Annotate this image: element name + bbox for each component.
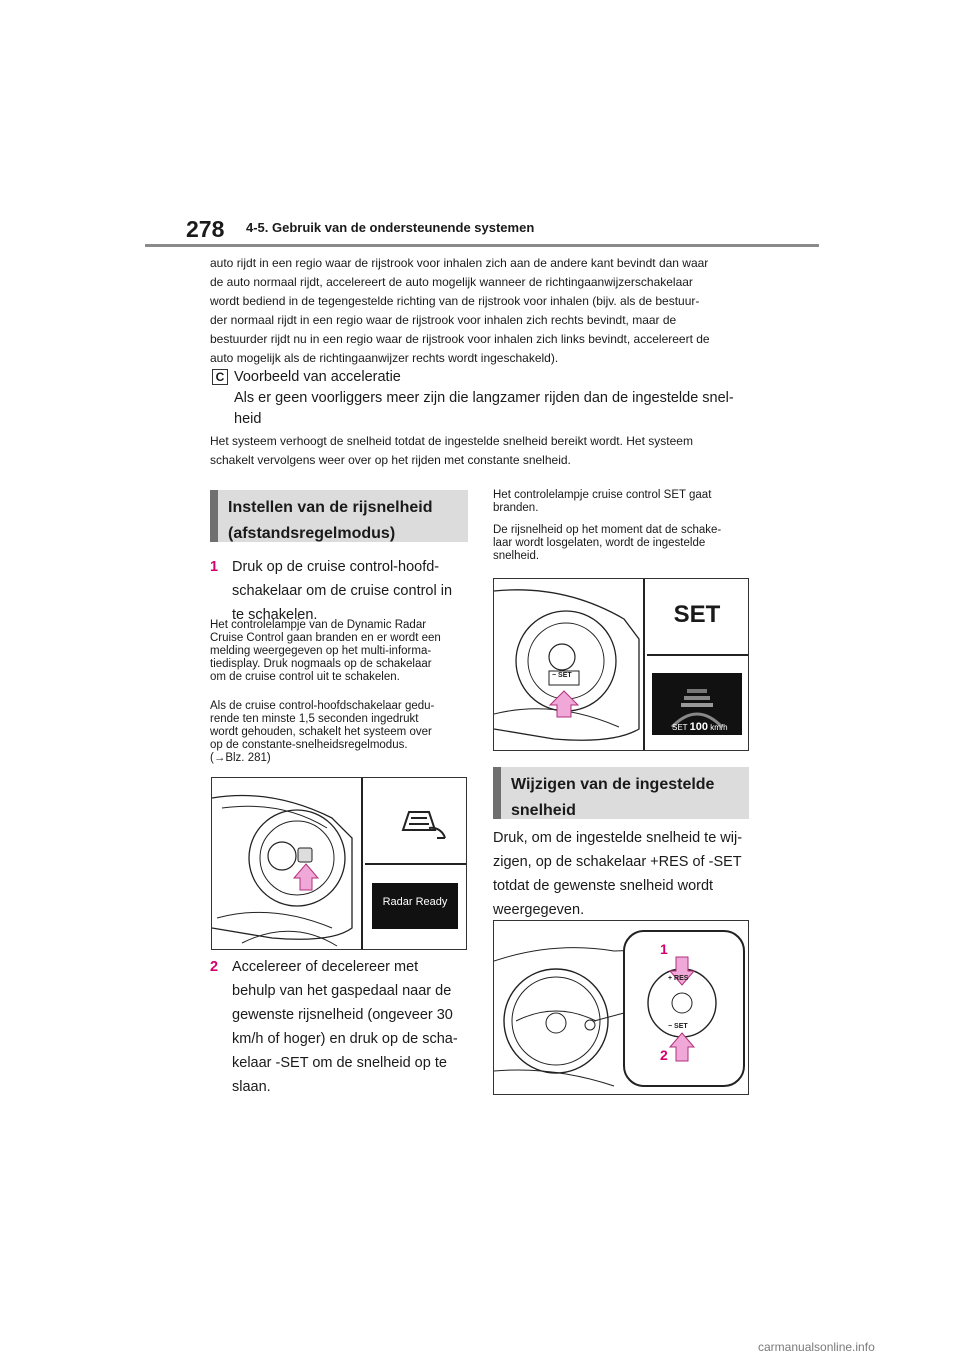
intro-line: auto rijdt in een regio waar de rijstrook voor inhalen zich aan de andere kant bevindt dan waar [210,256,709,270]
body-line: weergegeven. [493,902,585,918]
set-label: − SET [668,1023,688,1030]
step-line: kelaar -SET om de snelheid op te [232,1055,447,1071]
radar-ready-text: Radar Ready [382,896,448,908]
step-line: behulp van het gaspedaal naar de [232,983,452,999]
step-line: Accelereer of decelereer met [232,959,419,975]
set-speed-readout [672,721,728,733]
example-c-note-line: Het systeem verhoogt de snelheid totdat de ingestelde snelheid bereikt wordt. Het systeem [210,434,693,448]
page-number: 278 [186,216,225,242]
res-label: + RES [668,975,689,982]
step-line: slaan. [232,1079,271,1095]
callout-1: 1 [660,941,668,957]
note-line: melding weergegeven op het multi-informa- [210,645,432,657]
banner-line: Wijzigen van de ingestelde [511,776,715,793]
note-line: branden. [493,502,539,514]
figure-res-set-switch [493,920,749,1095]
section-banner-set-speed [210,490,468,542]
intro-line: der normaal rijdt in een regio waar de rijstrook voor inhalen zich rechts bevindt, maar de [210,313,677,327]
example-c-line: heid [234,411,262,427]
intro-line: wordt bediend in de tegengestelde richting van de rijstrook voor inhalen (bijv. als de bestuur- [210,294,700,308]
dashboard-illustration [494,921,748,1094]
step-1 [210,555,468,627]
step-line: schakelaar om de cruise control in [232,583,453,599]
note-line: Cruise Control gaan branden en er wordt een [210,632,441,644]
example-c-line: Als er geen voorliggers meer zijn die langzamer rijden dan de ingestelde snel- [234,390,734,406]
intro-line: auto mogelijk als de richtingaanwijzer rechts wordt ingeschakeld). [210,351,559,365]
example-c-line: Voorbeeld van acceleratie [234,369,401,385]
step-line: gewenste rijsnelheid (ongeveer 30 [232,1007,453,1023]
step-1-note [210,619,470,684]
example-c-text [234,367,754,430]
set-speed-value: 100 [689,721,709,733]
set-prefix: SET [672,723,688,732]
example-c-note-line: schakelt vervolgens weer over op het rijden met constante snelheid. [210,453,571,467]
note-line: Als de cruise control-hoofdschakelaar gedu- [210,700,435,712]
note-line: snelheid. [493,550,540,562]
intro-line: de auto normaal rijdt, accelereert de auto mogelijk wanneer de richtingaanwijzerschakelaar [210,275,693,289]
note-line: Het controlelampje van de Dynamic Radar [210,619,427,631]
banner-line: (afstandsregelmodus) [228,525,396,542]
body-line: Druk, om de ingestelde snelheid te wij- [493,830,743,846]
note-line: laar wordt losgelaten, wordt de ingestelde [493,537,706,549]
note-line: om de cruise control uit te schakelen. [210,671,400,683]
section-title: 4-5. Gebruik van de ondersteunende systemen [246,220,535,235]
body-line: zigen, op de schakelaar +RES of -SET [493,854,742,870]
right-note-1 [493,489,753,515]
watermark: carmanualsonline.info [758,1340,875,1354]
note-line: (→Blz. 281) [210,752,271,764]
note-line: op de constante-snelheidsregelmodus. [210,739,408,751]
set-speed-unit: km/h [710,723,728,732]
note-line: De rijsnelheid op het moment dat de schake- [493,524,722,536]
body-line: totdat de gewenste snelheid wordt [493,878,714,894]
step-line: Druk op de cruise control-hoofd- [232,559,440,575]
step-line: te schakelen. [232,607,318,623]
press-arrow-icon [294,864,318,890]
note-line: wordt gehouden, schakelt het systeem over [210,726,432,738]
example-c-badge: C [212,369,228,385]
steering-switch-illustration [212,778,466,949]
example-c-note [210,432,770,470]
intro-paragraph [210,254,770,368]
step-2 [210,955,468,1099]
intro-line: bestuurder rijdt nu in een regio waar de rijstrook voor inhalen zich links bevindt, accelereert de [210,332,710,346]
note-line: Het controlelampje cruise control SET gaat [493,489,712,501]
figure-set-switch [493,578,749,751]
step-number: 1 [210,559,219,575]
radar-button-icon [298,848,312,862]
switch-set-label: − SET [552,672,572,679]
callout-2: 2 [660,1047,668,1063]
figure-main-switch [211,777,467,950]
step-number: 2 [210,959,219,975]
set-indicator-text: SET [673,601,721,628]
header-divider [145,244,819,247]
banner-line: snelheid [511,802,576,819]
note-line: rende ten minste 1,5 seconden ingedrukt [210,713,419,725]
step-line: km/h of hoger) en druk op de scha- [232,1031,458,1047]
note-line: tiedisplay. Druk nogmaals op de schakelaar [210,658,432,670]
section-banner-change-speed [493,767,749,819]
change-speed-body [493,826,763,922]
right-note-2 [493,524,753,563]
radar-cruise-icon [403,812,445,838]
banner-line: Instellen van de rijsnelheid [228,499,433,516]
step-1-note-2 [210,700,470,765]
